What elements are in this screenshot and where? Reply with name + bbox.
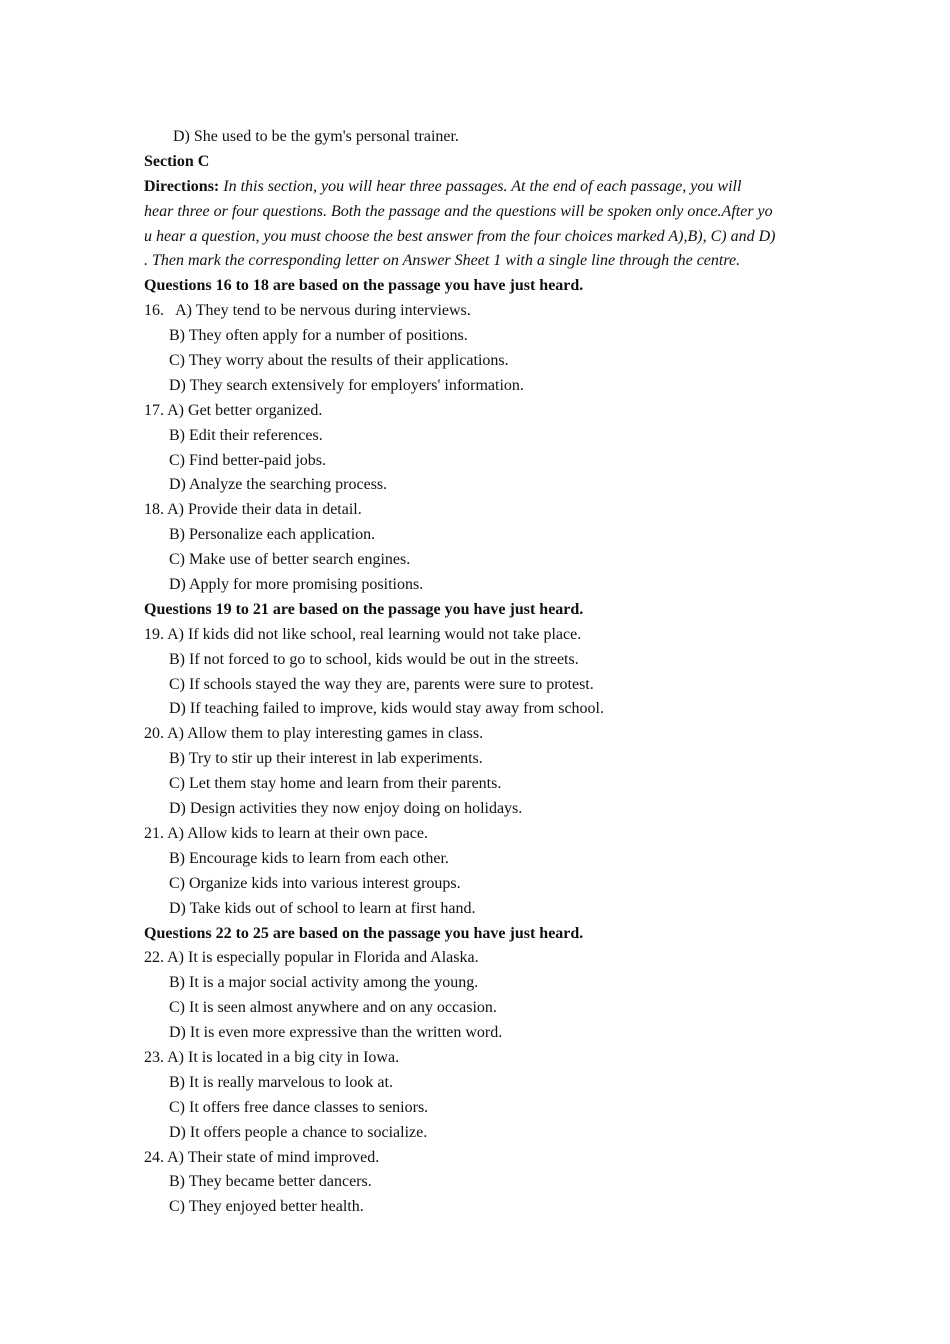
question-21-option-b: B) Encourage kids to learn from each other.	[169, 849, 449, 867]
option-text: A) Allow kids to learn at their own pace.	[167, 824, 428, 842]
question-24-option-b: B) They became better dancers.	[169, 1173, 372, 1191]
question-20-option-d: D) Design activities they now enjoy doing on holidays.	[169, 800, 523, 818]
directions-text: In this section, you will hear three passages. At the end of each passage, you will	[219, 177, 742, 195]
question-number: 17.	[144, 401, 164, 419]
question-17-option-b: B) Edit their references.	[169, 426, 323, 444]
question-23-option-c: C) It offers free dance classes to seniors.	[169, 1098, 429, 1116]
group-heading: Questions 19 to 21 are based on the passage you have just heard.	[144, 600, 584, 618]
directions-line-3: u hear a question, you must choose the best answer from the four choices marked A),B), C) and D)	[144, 227, 776, 245]
question-17-option-a	[144, 399, 814, 424]
question-number: 22.	[144, 949, 164, 967]
question-21-option-c: C) Organize kids into various interest groups.	[169, 874, 461, 892]
option-text: A) Provide their data in detail.	[167, 501, 362, 519]
option-text: A) Allow them to play interesting games in class.	[167, 725, 484, 743]
question-23-option-d: D) It offers people a chance to socialize.	[169, 1123, 428, 1141]
question-16-option-b: B) They often apply for a number of positions.	[169, 327, 468, 345]
option-text: A) It is located in a big city in Iowa.	[167, 1048, 400, 1066]
question-22-option-c: C) It is seen almost anywhere and on any occasion.	[169, 999, 497, 1017]
document-page	[144, 125, 814, 1220]
question-24-option-c: C) They enjoyed better health.	[169, 1198, 364, 1216]
directions-label: Directions:	[144, 177, 220, 195]
question-18-option-d: D) Apply for more promising positions.	[169, 576, 424, 594]
option-text: A) If kids did not like school, real learning would not take place.	[167, 625, 582, 643]
question-18-option-c: C) Make use of better search engines.	[169, 551, 411, 569]
directions-line-1	[144, 175, 814, 200]
question-17-option-c: C) Find better-paid jobs.	[169, 451, 326, 469]
question-20-option-b: B) Try to stir up their interest in lab experiments.	[169, 750, 483, 768]
question-16-option-d: D) They search extensively for employers' information.	[169, 376, 524, 394]
directions-line-4: . Then mark the corresponding letter on Answer Sheet 1 with a single line through the centre.	[144, 252, 741, 270]
group-heading: Questions 22 to 25 are based on the passage you have just heard.	[144, 924, 584, 942]
question-18-option-a	[144, 498, 814, 523]
question-19-option-b: B) If not forced to go to school, kids would be out in the streets.	[169, 650, 579, 668]
question-23-option-a	[144, 1046, 814, 1071]
question-22-option-a	[144, 946, 814, 971]
question-17-option-d: D) Analyze the searching process.	[169, 476, 388, 494]
question-number: 18.	[144, 501, 164, 519]
question-21-option-d: D) Take kids out of school to learn at first hand.	[169, 899, 476, 917]
question-number: 20.	[144, 725, 164, 743]
previous-question-option: D) She used to be the gym's personal trainer.	[173, 128, 459, 145]
option-text: A) They tend to be nervous during interviews.	[175, 302, 471, 320]
question-number: 16.	[144, 302, 164, 320]
question-number: 23.	[144, 1048, 164, 1066]
question-20-option-c: C) Let them stay home and learn from their parents.	[169, 775, 502, 793]
question-16-option-c: C) They worry about the results of their applications.	[169, 352, 509, 370]
question-18-option-b: B) Personalize each application.	[169, 526, 376, 544]
option-text: A) Get better organized.	[167, 401, 323, 419]
question-22-option-b: B) It is a major social activity among the young.	[169, 974, 479, 992]
option-text: A) Their state of mind improved.	[167, 1148, 380, 1166]
question-number: 19.	[144, 625, 164, 643]
question-20-option-a	[144, 722, 814, 747]
question-19-option-c: C) If schools stayed the way they are, parents were sure to protest.	[169, 675, 594, 693]
group-heading: Questions 16 to 18 are based on the passage you have just heard.	[144, 277, 584, 295]
question-23-option-b: B) It is really marvelous to look at.	[169, 1073, 393, 1091]
question-22-option-d: D) It is even more expressive than the written word.	[169, 1024, 503, 1042]
question-19-option-d: D) If teaching failed to improve, kids would stay away from school.	[169, 700, 604, 718]
question-21-option-a	[144, 822, 814, 847]
directions-line-2: hear three or four questions. Both the passage and the questions will be spoken only once.After yo	[144, 202, 773, 220]
question-number: 24.	[144, 1148, 164, 1166]
question-19-option-a	[144, 623, 814, 648]
question-24-option-a	[144, 1146, 814, 1171]
option-text: A) It is especially popular in Florida and Alaska.	[167, 949, 479, 967]
question-16-option-a	[144, 299, 814, 324]
section-heading: Section C	[144, 152, 210, 170]
question-number: 21.	[144, 824, 164, 842]
